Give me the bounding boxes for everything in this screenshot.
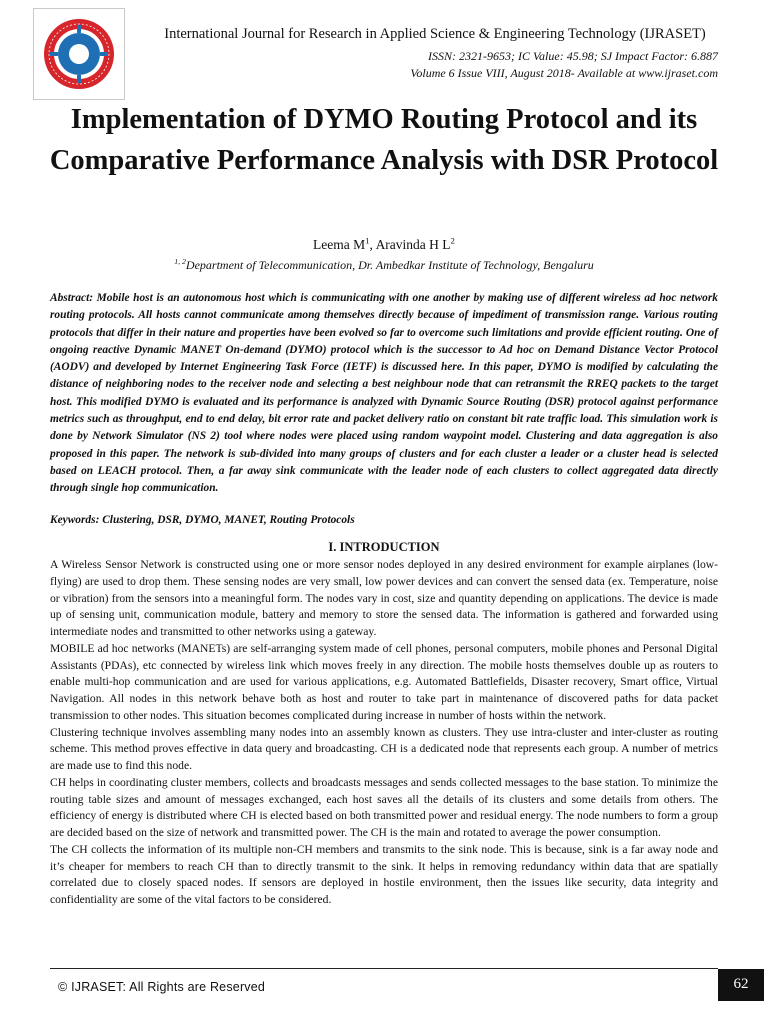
section-heading-introduction: I. INTRODUCTION <box>328 540 440 554</box>
journal-issn: ISSN: 2321-9653; IC Value: 45.98; SJ Impact Factor: 6.887 <box>428 49 718 63</box>
author-1-affiliation-mark: 1 <box>365 235 370 246</box>
journal-name: International Journal for Research in Applied Science & Engineering Technology (IJRASET) <box>164 26 706 42</box>
journal-volume: Volume 6 Issue VIII, August 2018- Available at www.ijraset.com <box>410 66 718 80</box>
body-paragraph: Clustering technique involves assembling many nodes into an assembly known as clusters. They use intra-cluster and inter-cluster as routing scheme. This method proves effective in data query and broadcasting. CH is a dedicated node that represents each group. A number of metrics are made use to find this node. <box>50 725 718 772</box>
paper-authors <box>0 237 768 253</box>
footer-divider <box>50 968 718 969</box>
author-affiliation <box>0 258 768 273</box>
author-separator: , <box>369 237 376 252</box>
keywords: Keywords: Clustering, DSR, DYMO, MANET, Routing Protocols <box>50 514 355 526</box>
abstract: Abstract: Mobile host is an autonomous host which is communicating with one another by making use of different wireless ad hoc network routing protocols. All hosts cannot communicate among themselves directly because of impediment of transmission range. Various routing protocols that differ in their nature and properties have been evolved so far to overcome such limitations and provide efficient routing. One of ongoing reactive Dynamic MANET On-demand (DYMO) protocol which is the successor to Ad hoc on Demand Distance Vector Protocol (AODV) and developed by Internet Engineering Task Force (IETF) is discussed here. In this paper, DYMO is modified by calculating the distance of neighboring nodes to the receiver node and selecting a best neighbour node that can retransmit the RREQ packets to the target host. This modified DYMO is evaluated and its performance is analyzed with Dynamic Source Routing (DSR) protocol against performance metrics such as throughput, end to end delay, bit error rate and packet delivery ratio on constant bit rate traffic load. This simulation work is done by Network Simulator (NS 2) tool where nodes were placed using random waypoint model. Clustering and data aggregation is also proposed in this paper. The network is sub-divided into many groups of clusters and for each cluster a leader or a cluster head is selected based on LEACH protocol. Then, a far away sink communicate with the leader node of each clusters to collect aggregated data directly through single hop communication. <box>50 292 718 495</box>
body-paragraph: A Wireless Sensor Network is constructed using one or more sensor nodes deployed in any desired environment for example airplanes (low-flying) are used to drop them. These sensing nodes are very small, low power devices and can convert the sensed data (ex. Temperature, noise or vibration) from the sensors into a meaningful form. The nodes vary in cost, size and quantity depending on applications. The device is made up of sensing unit, communication module, battery and memory to store the sensed data. The information is gathered and forwarded using intermediate nodes and transmitted to other networks using a gateway. <box>50 558 718 638</box>
body-paragraph: CH helps in coordinating cluster members, collects and broadcasts messages and sends collected messages to the base station. To minimize the routing table sizes and amount of messages exchanged, each host saves all the details of its clusters and some details from others. The efficiency of energy is distributed where CH is elected based on both transmitted power and residual energy. The node numbers to form a group are decided based on the size of network and transmitted power. The CH is the main and rotated to average the power consumption. <box>50 775 718 839</box>
author-2-affiliation-mark: 2 <box>450 235 455 246</box>
introduction-body <box>50 557 718 909</box>
affiliation-text: Department of Telecommunication, Dr. Ambedkar Institute of Technology, Bengaluru <box>185 258 594 272</box>
journal-logo <box>33 8 125 100</box>
footer-copyright: © IJRASET: All Rights are Reserved <box>58 980 266 994</box>
author-2-name: Aravinda H L <box>375 237 451 252</box>
body-paragraph: MOBILE ad hoc networks (MANETs) are self-arranging system made of cell phones, personal computers, mobile phones and Personal Digital Assistants (PDAs), etc connected by wireless link which moves freely in any direction. The mobile hosts themselves double up as routers to enable multi-hop communication and are used for various applications, e.g. Automated Battlefields, Disaster recovery, Smart office, Virtual Navigation. All nodes in this network behave both as host and router to take part in maintenance of discovered paths for data packet transmission to other nodes. This situation becomes complicated during increase in number of hosts within the network. <box>50 641 718 722</box>
body-paragraph: The CH collects the information of its multiple non-CH members and transmits to the sink node. This is because, sink is a far away node and it’s cheaper for members to reach CH than to directly transmit to the sink. It helps in removing redundancy within data that are spatially correlated due to closely spaced nodes. If sensors are deployed in hostile environment, then the issues like security, data integrity and confidentiality are some of the vital factors to be considered. <box>50 842 718 906</box>
author-1-name: Leema M <box>313 237 366 252</box>
journal-seal-icon <box>34 9 124 99</box>
page-number: 62 <box>718 969 764 1001</box>
affiliation-mark: 1, 2 <box>174 257 186 266</box>
paper-title: Implementation of DYMO Routing Protocol and its Comparative Performance Analysis with DSR Protocol <box>49 104 719 176</box>
